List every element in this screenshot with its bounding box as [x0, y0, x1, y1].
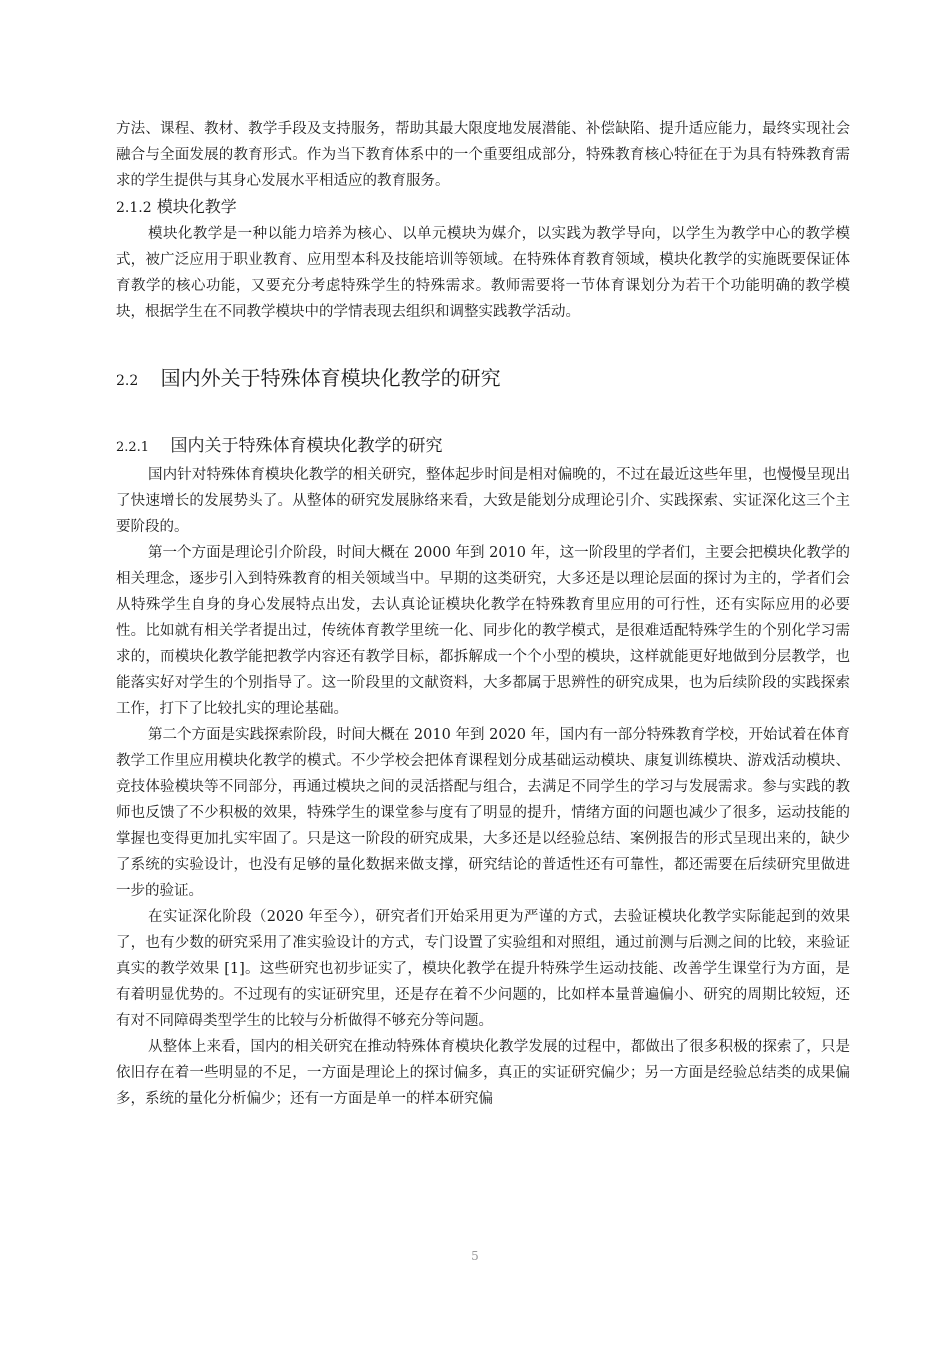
- paragraph-practice-stage: 第二个方面是实践探索阶段，时间大概在 2010 年到 2020 年，国内有一部分特殊教育学校，开始试着在体育教学工作里应用模块化教学的模式。不少学校会把体育课程划分成基础运动模块、康复训练模块、游戏活动模块、竞技体验模块等不同部分，再通过模块之间的灵活搭配与组合，去满足不同学生的学习与发展需求。参与实践的教师也反馈了不少积极的效果，特殊学生的课堂参与度有了明显的提升，情绪方面的问题也减少了很多，运动技能的掌握也变得更加扎实牢固了。只是这一阶段的研究成果，大多还是以经验总结、案例报告的形式呈现出来的，缺少了系统的实验设计，也没有足够的量化数据来做支撑，研究结论的普适性还有可靠性，都还需要在后续研究里做进一步的验证。: [116, 727, 850, 899]
- heading-number: 2.2: [116, 373, 139, 389]
- heading-title: 国内关于特殊体育模块化教学的研究: [170, 436, 443, 456]
- paragraph-continued: 方法、课程、教材、教学手段及支持服务，帮助其最大限度地发展潜能、补偿缺陷、提升适应能力，最终实现社会融合与全面发展的教育形式。作为当下教育体系中的一个重要组成部分，特殊教育核心特征在于为具有特殊教育需求的学生提供与其身心发展水平相适应的教育服务。: [116, 121, 850, 189]
- paragraph-summary: 从整体上来看，国内的相关研究在推动特殊体育模块化教学发展的过程中，都做出了很多积极的探索了，只是依旧存在着一些明显的不足，一方面是理论上的探讨偏多，真正的实证研究偏少；另一方面是经验总结类的成果偏多，系统的量化分析偏少；还有一方面是单一的样本研究偏: [116, 1039, 850, 1107]
- paragraph-theory-stage: 第一个方面是理论引介阶段，时间大概在 2000 年到 2010 年，这一阶段里的学者们，主要会把模块化教学的相关理念，逐步引入到特殊教育的相关领域当中。早期的这类研究，大多还是以理论层面的探讨为主的，学者们会从特殊学生自身的身心发展特点出发，去认真论证模块化教学在特殊教育里应用的可行性，还有实际应用的必要性。比如就有相关学者提出过，传统体育教学里统一化、同步化的教学模式，是很难适配特殊学生的个别化学习需求的，而模块化教学能把教学内容还有教学目标，都拆解成一个个小型的模块，这样就能更好地做到分层教学，也能落实好对学生的个别指导了。这一阶段里的文献资料，大多都属于思辨性的研究成果，也为后续阶段的实践探索工作，打下了比较扎实的理论基础。: [116, 545, 850, 717]
- page-content: [116, 116, 850, 1112]
- heading-title: 国内外关于特殊体育模块化教学的研究: [160, 366, 501, 390]
- heading-title: 模块化教学: [156, 197, 237, 216]
- page-number: 5: [471, 1249, 479, 1263]
- heading-2-2-1: [116, 432, 850, 462]
- paragraph-empirical-stage: 在实证深化阶段（2020 年至今），研究者们开始采用更为严谨的方式，去验证模块化教学实际能起到的效果了，也有少数的研究采用了准实验设计的方式，专门设置了实验组和对照组，通过前测与后测之间的比较，来验证真实的教学效果 [1]。这些研究也初步证实了，模块化教学在提升特殊学生运动技能、改善学生课堂行为方面，是有着明显优势的。不过现有的实证研究里，还是存在着不少问题的，比如样本量普遍偏小、研究的周期比较短，还有对不同障碍类型学生的比较与分析做得不够充分等问题。: [116, 909, 850, 1029]
- paragraph-overview: 国内针对特殊体育模块化教学的相关研究，整体起步时间是相对偏晚的，不过在最近这些年里，也慢慢呈现出了快速增长的发展势头了。从整体的研究发展脉络来看，大致是能划分成理论引介、实践探索、实证深化这三个主要阶段的。: [116, 467, 850, 535]
- heading-2-2: [116, 363, 850, 396]
- heading-number: 2.2.1: [116, 440, 150, 455]
- heading-number: 2.1.2: [116, 200, 152, 216]
- heading-2-1-2: [116, 194, 850, 221]
- paragraph-modular-teaching: 模块化教学是一种以能力培养为核心、以单元模块为媒介，以实践为教学导向，以学生为教学中心的教学模式，被广泛应用于职业教育、应用型本科及技能培训等领域。在特殊体育教育领域，模块化教学的实施既要保证体育教学的核心功能，又要充分考虑特殊学生的特殊需求。教师需要将一节体育课划分为若干个功能明确的教学模块，根据学生在不同教学模块中的学情表现去组织和调整实践教学活动。: [116, 226, 850, 320]
